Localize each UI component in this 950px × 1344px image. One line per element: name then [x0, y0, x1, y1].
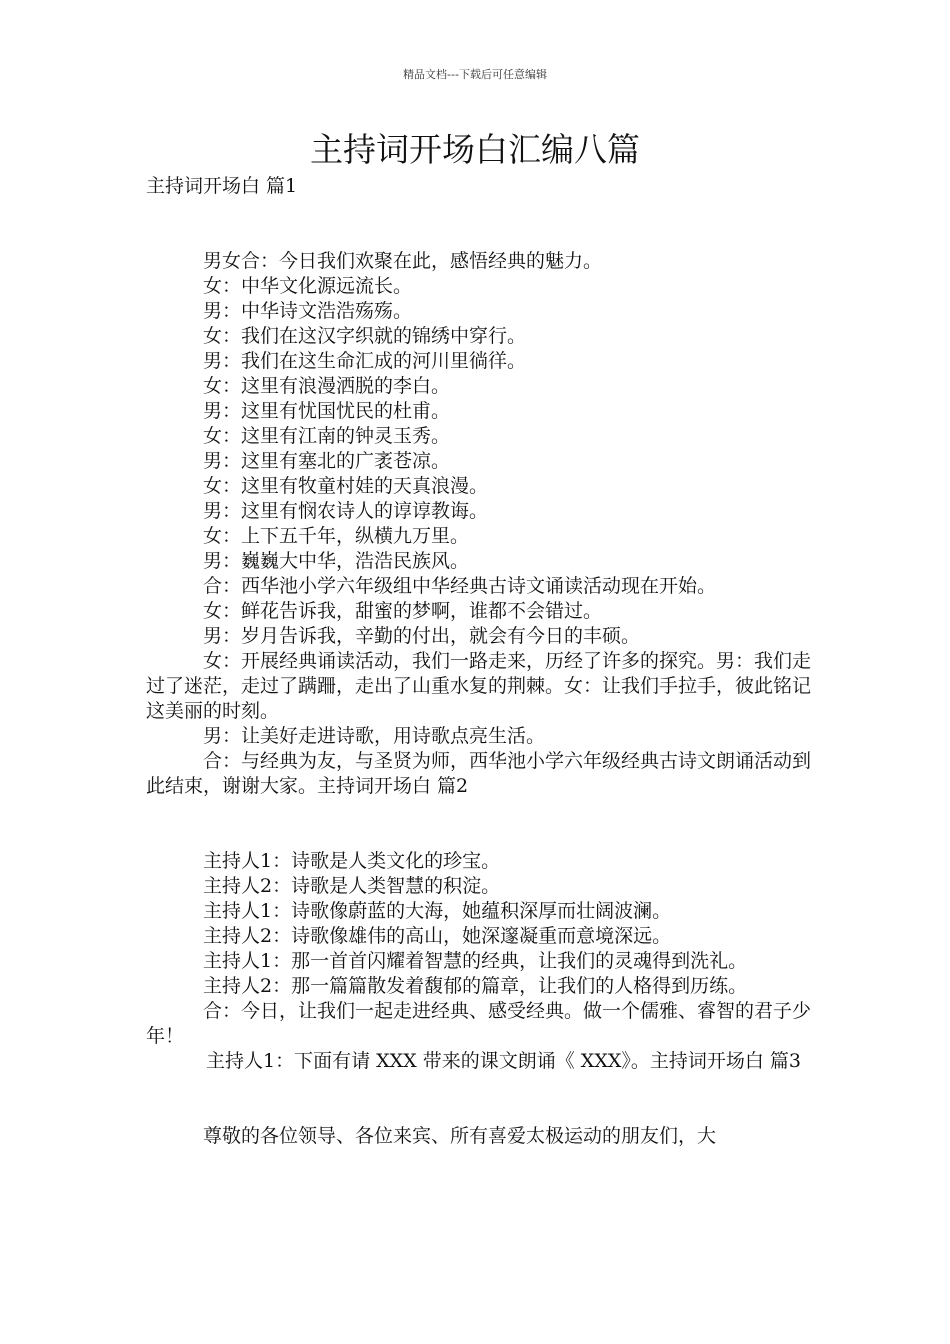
dialogue-paragraph: 主持人1：下面有请 XXX 带来的课文朗诵《 XXX》。主持词开场白 篇3 — [206, 1050, 801, 1072]
dialogue-line: 女：中华文化源远流长。 — [203, 275, 413, 297]
dialogue-line: 男：中华诗文浩浩殇殇。 — [203, 300, 413, 322]
spacer — [146, 1074, 811, 1124]
dialogue-line: 女：这里有牧童村娃的天真浪漫。 — [203, 475, 489, 497]
document-title: 主持词开场白汇编八篇 — [310, 130, 640, 169]
dialogue-line: 主持人1：诗歌是人类文化的珍宝。 — [203, 850, 501, 872]
spacer — [146, 199, 811, 249]
dialogue-paragraph: 女：开展经典诵读活动，我们一路走来，历经了许多的探究。男：我们走过了迷茫，走过了蹒跚，走出了山重水复的荆棘。女：让我们手拉手，彼此铭记这美丽的时刻。 — [146, 650, 812, 722]
dialogue-line: 主持人2：诗歌像雄伟的高山，她深邃凝重而意境深远。 — [203, 925, 672, 947]
dialogue-line: 男：这里有忧国忧民的杜甫。 — [203, 400, 451, 422]
document-body — [146, 174, 811, 1149]
dialogue-line: 男：让美好走进诗歌，用诗歌点亮生活。 — [203, 725, 546, 747]
dialogue-line: 男女合：今日我们欢聚在此，感悟经典的魅力。 — [203, 250, 603, 272]
body-paragraph: 尊敬的各位领导、各位来宾、所有喜爱太极运动的朋友们，大 — [203, 1125, 717, 1147]
dialogue-line: 女：这里有江南的钟灵玉秀。 — [203, 425, 451, 447]
dialogue-line: 男：我们在这生命汇成的河川里徜徉。 — [203, 350, 527, 372]
spacer — [146, 799, 811, 849]
section-heading-1: 主持词开场白 篇1 — [146, 175, 298, 197]
page-header-watermark: 精品文档---下载后可任意编辑 — [403, 68, 547, 81]
dialogue-paragraph: 合：今日，让我们一起走进经典、感受经典。做一个儒雅、睿智的君子少年！ — [146, 1000, 812, 1047]
dialogue-line: 男：这里有悯农诗人的谆谆教诲。 — [203, 500, 489, 522]
dialogue-line: 主持人2：诗歌是人类智慧的积淀。 — [203, 875, 501, 897]
dialogue-line: 女：我们在这汉字织就的锦绣中穿行。 — [203, 325, 527, 347]
dialogue-line: 女：这里有浪漫洒脱的李白。 — [203, 375, 451, 397]
dialogue-paragraph: 主持人2：那一篇篇散发着馥郁的篇章，让我们的人格得到历练。 — [203, 975, 748, 997]
dialogue-line: 男：这里有塞北的广袤苍凉。 — [203, 450, 451, 472]
dialogue-line: 合：西华池小学六年级组中华经典古诗文诵读活动现在开始。 — [203, 575, 717, 597]
dialogue-line: 女：上下五千年，纵横九万里。 — [203, 525, 470, 547]
dialogue-line: 男：巍巍大中华，浩浩民族风。 — [203, 550, 470, 572]
dialogue-paragraph: 合：与经典为友，与圣贤为师，西华池小学六年级经典古诗文朗诵活动到此结束，谢谢大家。主持词开场白 篇2 — [146, 750, 812, 797]
dialogue-line: 主持人1：诗歌像蔚蓝的大海，她蕴积深厚而壮阔波澜。 — [203, 900, 672, 922]
dialogue-line: 男：岁月告诉我，辛勤的付出，就会有今日的丰硕。 — [203, 625, 641, 647]
dialogue-paragraph: 主持人1：那一首首闪耀着智慧的经典，让我们的灵魂得到洗礼。 — [203, 950, 748, 972]
dialogue-line: 女：鲜花告诉我，甜蜜的梦啊，谁都不会错过。 — [203, 600, 603, 622]
